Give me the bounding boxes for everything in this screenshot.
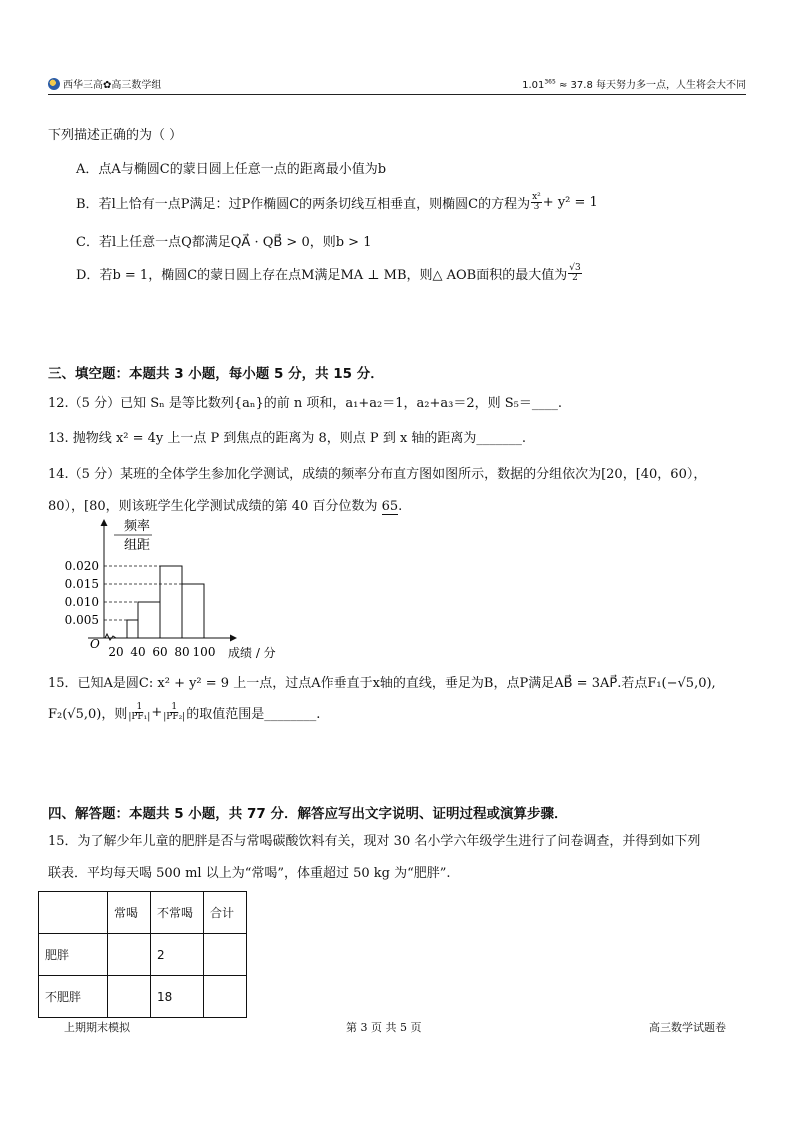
- question-12: 12.（5 分）已知 Sₙ 是等比数列{aₙ}的前 n 项和，a₁+a₂＝1，a₂+a₃＝2，则 S₅＝____.: [48, 396, 562, 411]
- y-label-bottom: 组距: [124, 538, 151, 553]
- option-b-fraction: [531, 193, 542, 212]
- contingency-table: [38, 891, 247, 1018]
- q15a-fraction-1: [128, 703, 150, 722]
- x-tick-label: 40: [130, 645, 146, 659]
- option-d-text-pre: 若b = 1，椭圆C的蒙日圆上存在点M满足MA ⊥ MB，则△ AOB面积的最大值为: [99, 268, 568, 283]
- option-c-label: C．: [76, 235, 99, 250]
- y-label-top: 频率: [124, 519, 151, 534]
- table-row: [39, 934, 247, 976]
- y-tick-label: 0.005: [64, 613, 99, 627]
- option-b: [76, 193, 598, 212]
- section4-title: 四、解答题：本题共 5 小题，共 77 分．解答应写出文字说明、证明过程或演算步骤．: [48, 806, 568, 822]
- q14-line2-pre: 80），[80，则该班学生化学测试成绩的第 40 百分位数为: [48, 499, 382, 514]
- q15a-plus: +: [151, 705, 163, 720]
- question-15b-line2: 联表．平均每天喝 500 ml 以上为“常喝”，体重超过 50 kg 为“肥胖”.: [48, 866, 451, 881]
- x-tick-label: 100: [192, 645, 216, 659]
- histogram-bar: [127, 620, 138, 638]
- table-cell: 2: [151, 934, 204, 976]
- header-school-text: 西华三高✿高三数学组: [63, 80, 162, 91]
- histogram-bar: [182, 584, 204, 638]
- table-header-cell: 不常喝: [151, 892, 204, 934]
- origin-label: O: [90, 637, 100, 651]
- table-cell: [204, 934, 247, 976]
- question-15b-line1: 15．为了解少年儿童的肥胖是否与常喝碳酸饮料有关，现对 30 名小学六年级学生进行了问卷调查，并得到如下列: [48, 834, 701, 849]
- axis-break-mark: [105, 634, 116, 640]
- option-d: [76, 264, 583, 283]
- x-tick-label: 20: [108, 645, 124, 659]
- table-header-row: [39, 892, 247, 934]
- table-cell: [108, 976, 151, 1018]
- option-a-text: 点A与椭圆C的蒙日圆上任意一点的距离最小值为b: [98, 162, 387, 177]
- footer-right: 高三数学试题卷: [649, 1021, 726, 1034]
- option-d-frac-num: √3: [569, 263, 581, 273]
- histogram-bar: [138, 602, 160, 638]
- section3-title: 三、填空题：本题共 3 小题，每小题 5 分，共 15 分．: [48, 366, 384, 382]
- question-15a-line1: 15．已知A是圆C: x² + y² = 9 上一点，过点A作垂直于x轴的直线，垂足为B，点P满足AB⃗ = 3AP⃗.若点F₁(−√5,0),: [48, 676, 716, 691]
- table-cell: [108, 934, 151, 976]
- option-b-label: B．: [76, 197, 99, 212]
- question-prompt: 下列描述正确的为（ ）: [48, 128, 183, 143]
- motto-rest: ≈ 37.8 每天努力多一点，人生将会大不同: [555, 80, 746, 91]
- q15a-frac2-num: 1: [171, 702, 178, 712]
- x-tick-label: 60: [152, 645, 168, 659]
- histogram-bar: [160, 566, 182, 638]
- question-15a-line2: [48, 703, 320, 722]
- school-logo-icon: [48, 78, 60, 90]
- q15a-frac1-num: 1: [136, 702, 143, 712]
- table-header-cell: 常喝: [108, 892, 151, 934]
- y-tick-label: 0.020: [64, 559, 99, 573]
- question-14-line2: [48, 495, 402, 515]
- motto-exp: 365: [544, 78, 556, 86]
- footer-left: 上期期末模拟: [64, 1021, 130, 1034]
- q15a-fraction-2: [163, 703, 185, 722]
- option-b-text-pre: 若l上恰有一点P满足：过P作椭圆C的两条切线互相垂直，则椭圆C的方程为: [98, 197, 531, 212]
- table-cell: 18: [151, 976, 204, 1018]
- q14-answer: 65: [381, 499, 399, 514]
- option-c: [76, 231, 371, 250]
- table-cell: 不肥胖: [39, 976, 108, 1018]
- header-motto: [522, 76, 746, 91]
- option-b-text-post: + y² = 1: [542, 195, 598, 210]
- motto-base: 1.01: [522, 80, 545, 91]
- option-d-fraction: [568, 264, 581, 283]
- q15a-frac2-den: |PF₂|: [163, 712, 186, 722]
- option-a-label: A．: [76, 162, 99, 177]
- header-rule: [48, 94, 746, 95]
- q15a-frac1-den: |PF₁|: [128, 712, 151, 722]
- option-b-frac-den: 3: [533, 202, 540, 212]
- table-header-cell: [39, 892, 108, 934]
- footer-page-number: 第 3 页 共 5 页: [346, 1021, 422, 1034]
- table-cell: 肥胖: [39, 934, 108, 976]
- option-d-frac-den: 2: [572, 273, 578, 283]
- table-header-cell: 合计: [204, 892, 247, 934]
- table-cell: [204, 976, 247, 1018]
- option-b-frac-num: x²: [532, 192, 541, 202]
- option-c-text: 若l上任意一点Q都满足QA⃗ · QB⃗ > 0，则b > 1: [98, 235, 372, 250]
- question-13: 13. 抛物线 x² = 4y 上一点 P 到焦点的距离为 8，则点 P 到 x 轴的距离为_______.: [48, 431, 527, 446]
- header-school: [48, 76, 161, 91]
- option-a: [76, 158, 386, 177]
- table-row: [39, 976, 247, 1018]
- y-tick-label: 0.015: [64, 577, 99, 591]
- x-tick-label: 80: [174, 645, 190, 659]
- option-d-label: D．: [76, 268, 100, 283]
- question-14-line1: 14.（5 分）某班的全体学生参加化学测试，成绩的频率分布直方图如图所示，数据的分组依次为[20，[40，60），: [48, 467, 707, 482]
- y-tick-label: 0.010: [64, 595, 99, 609]
- histogram-chart: [48, 514, 288, 664]
- q15a-line2-pre: F₂(√5,0)，则: [48, 707, 128, 722]
- q14-line2-post: .: [398, 499, 403, 514]
- x-axis-label: 成绩 / 分: [228, 646, 276, 660]
- q15a-line2-post: 的取值范围是________.: [186, 707, 321, 722]
